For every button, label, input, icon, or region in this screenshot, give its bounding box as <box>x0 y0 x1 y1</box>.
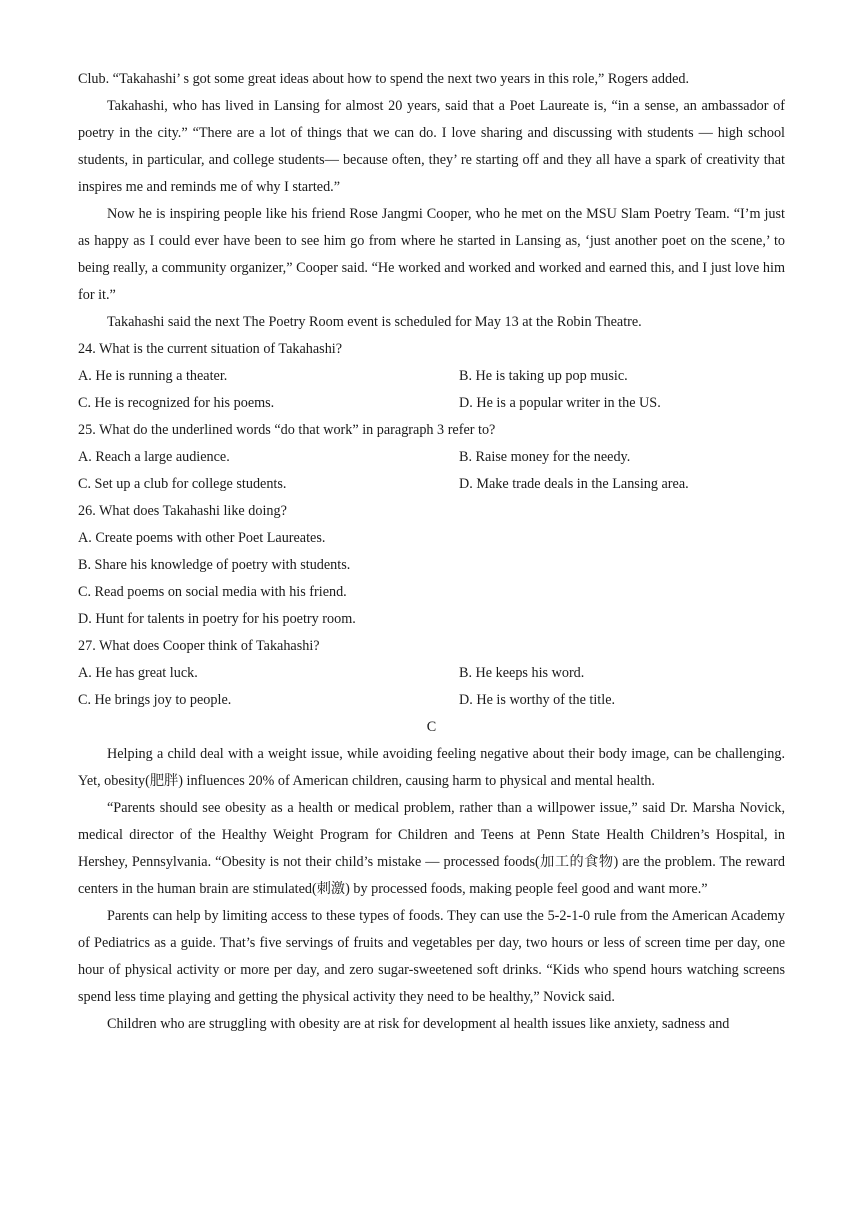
option-d: D. Make trade deals in the Lansing area. <box>459 476 689 492</box>
option-b: B. Raise money for the needy. <box>459 449 631 465</box>
paragraph: Children who are struggling with obesity are at risk for development al health issues like anxiety, sadness and <box>107 1016 730 1032</box>
paragraph: “Parents should see obesity as a health or medical problem, rather than a willpower issue,” said Dr. Marsha Novick, medical director of the Healthy Weight Program for Children and Teens at Penn State Health Children’s Hospital, in Hershey, Pennsylvania. “Obesity is not their child’s mistake — processed foods(加工的食物) are the problem. The reward centers in the human brain are stimulated(刺激) by processed foods, making people feel good and want more.” <box>78 800 785 897</box>
paragraph: Club. “Takahashi’ s got some great ideas about how to spend the next two years in this role,” Rogers added. <box>78 71 690 87</box>
option-row <box>78 660 785 687</box>
option-d: D. Hunt for talents in poetry for his poetry room. <box>78 611 356 627</box>
option-c: C. He is recognized for his poems. <box>78 395 275 411</box>
option-d: D. He is worthy of the title. <box>459 692 616 708</box>
option-b: B. He keeps his word. <box>459 665 585 681</box>
paragraph: Now he is inspiring people like his friend Rose Jangmi Cooper, who he met on the MSU Slam Poetry Team. “I’m just as happy as I could ever have been to see him go from where he started in Lansing as, ‘just another poet on the scene,’ to being really, a community organizer,” Cooper said. “He worked and worked and worked and earned this, and I just love him for it.” <box>78 206 785 303</box>
option-a: A. Create poems with other Poet Laureates. <box>78 530 326 546</box>
option-c: C. Set up a club for college students. <box>78 476 287 492</box>
paragraph: Parents can help by limiting access to these types of foods. They can use the 5-2-1-0 rule from the American Academy of Pediatrics as a guide. That’s five servings of fruits and vegetables per day, two hours or less of screen time per day, one hour of physical activity or more per day, and zero sugar-sweetened soft drinks. “Kids who spend hours watching screens spend less time playing and getting the physical activity they need to be healthy,” Novick said. <box>78 908 785 1005</box>
question-stem: 26. What does Takahashi like doing? <box>78 503 287 519</box>
option-row <box>78 363 785 390</box>
paragraph: Takahashi said the next The Poetry Room event is scheduled for May 13 at the Robin Theatre. <box>107 314 642 330</box>
option-c: C. He brings joy to people. <box>78 692 232 708</box>
option-row <box>78 390 785 417</box>
question-stem: 27. What does Cooper think of Takahashi? <box>78 638 320 654</box>
section-heading: C <box>426 719 437 735</box>
option-b: B. Share his knowledge of poetry with students. <box>78 557 351 573</box>
option-b: B. He is taking up pop music. <box>459 368 628 384</box>
option-row <box>78 444 785 471</box>
question-stem: 25. What do the underlined words “do that work” in paragraph 3 refer to? <box>78 422 496 438</box>
option-a: A. He is running a theater. <box>78 368 228 384</box>
question-stem: 24. What is the current situation of Takahashi? <box>78 341 343 357</box>
option-c: C. Read poems on social media with his friend. <box>78 584 347 600</box>
option-d: D. He is a popular writer in the US. <box>459 395 661 411</box>
document-page <box>78 66 785 1038</box>
option-a: A. He has great luck. <box>78 665 198 681</box>
option-row <box>78 687 785 714</box>
option-a: A. Reach a large audience. <box>78 449 230 465</box>
option-row <box>78 471 785 498</box>
paragraph: Helping a child deal with a weight issue, while avoiding feeling negative about their body image, can be challenging. Yet, obesity(肥胖) influences 20% of American children, causing harm to physical and mental health. <box>78 746 785 789</box>
paragraph: Takahashi, who has lived in Lansing for almost 20 years, said that a Poet Laureate is, “in a sense, an ambassador of poetry in the city.” “There are a lot of things that we can do. I love sharing and discussing with students — high school students, in particular, and college students— because often, they’ re starting off and they all have a spark of creativity that inspires me and reminds me of why I started.” <box>78 98 785 195</box>
